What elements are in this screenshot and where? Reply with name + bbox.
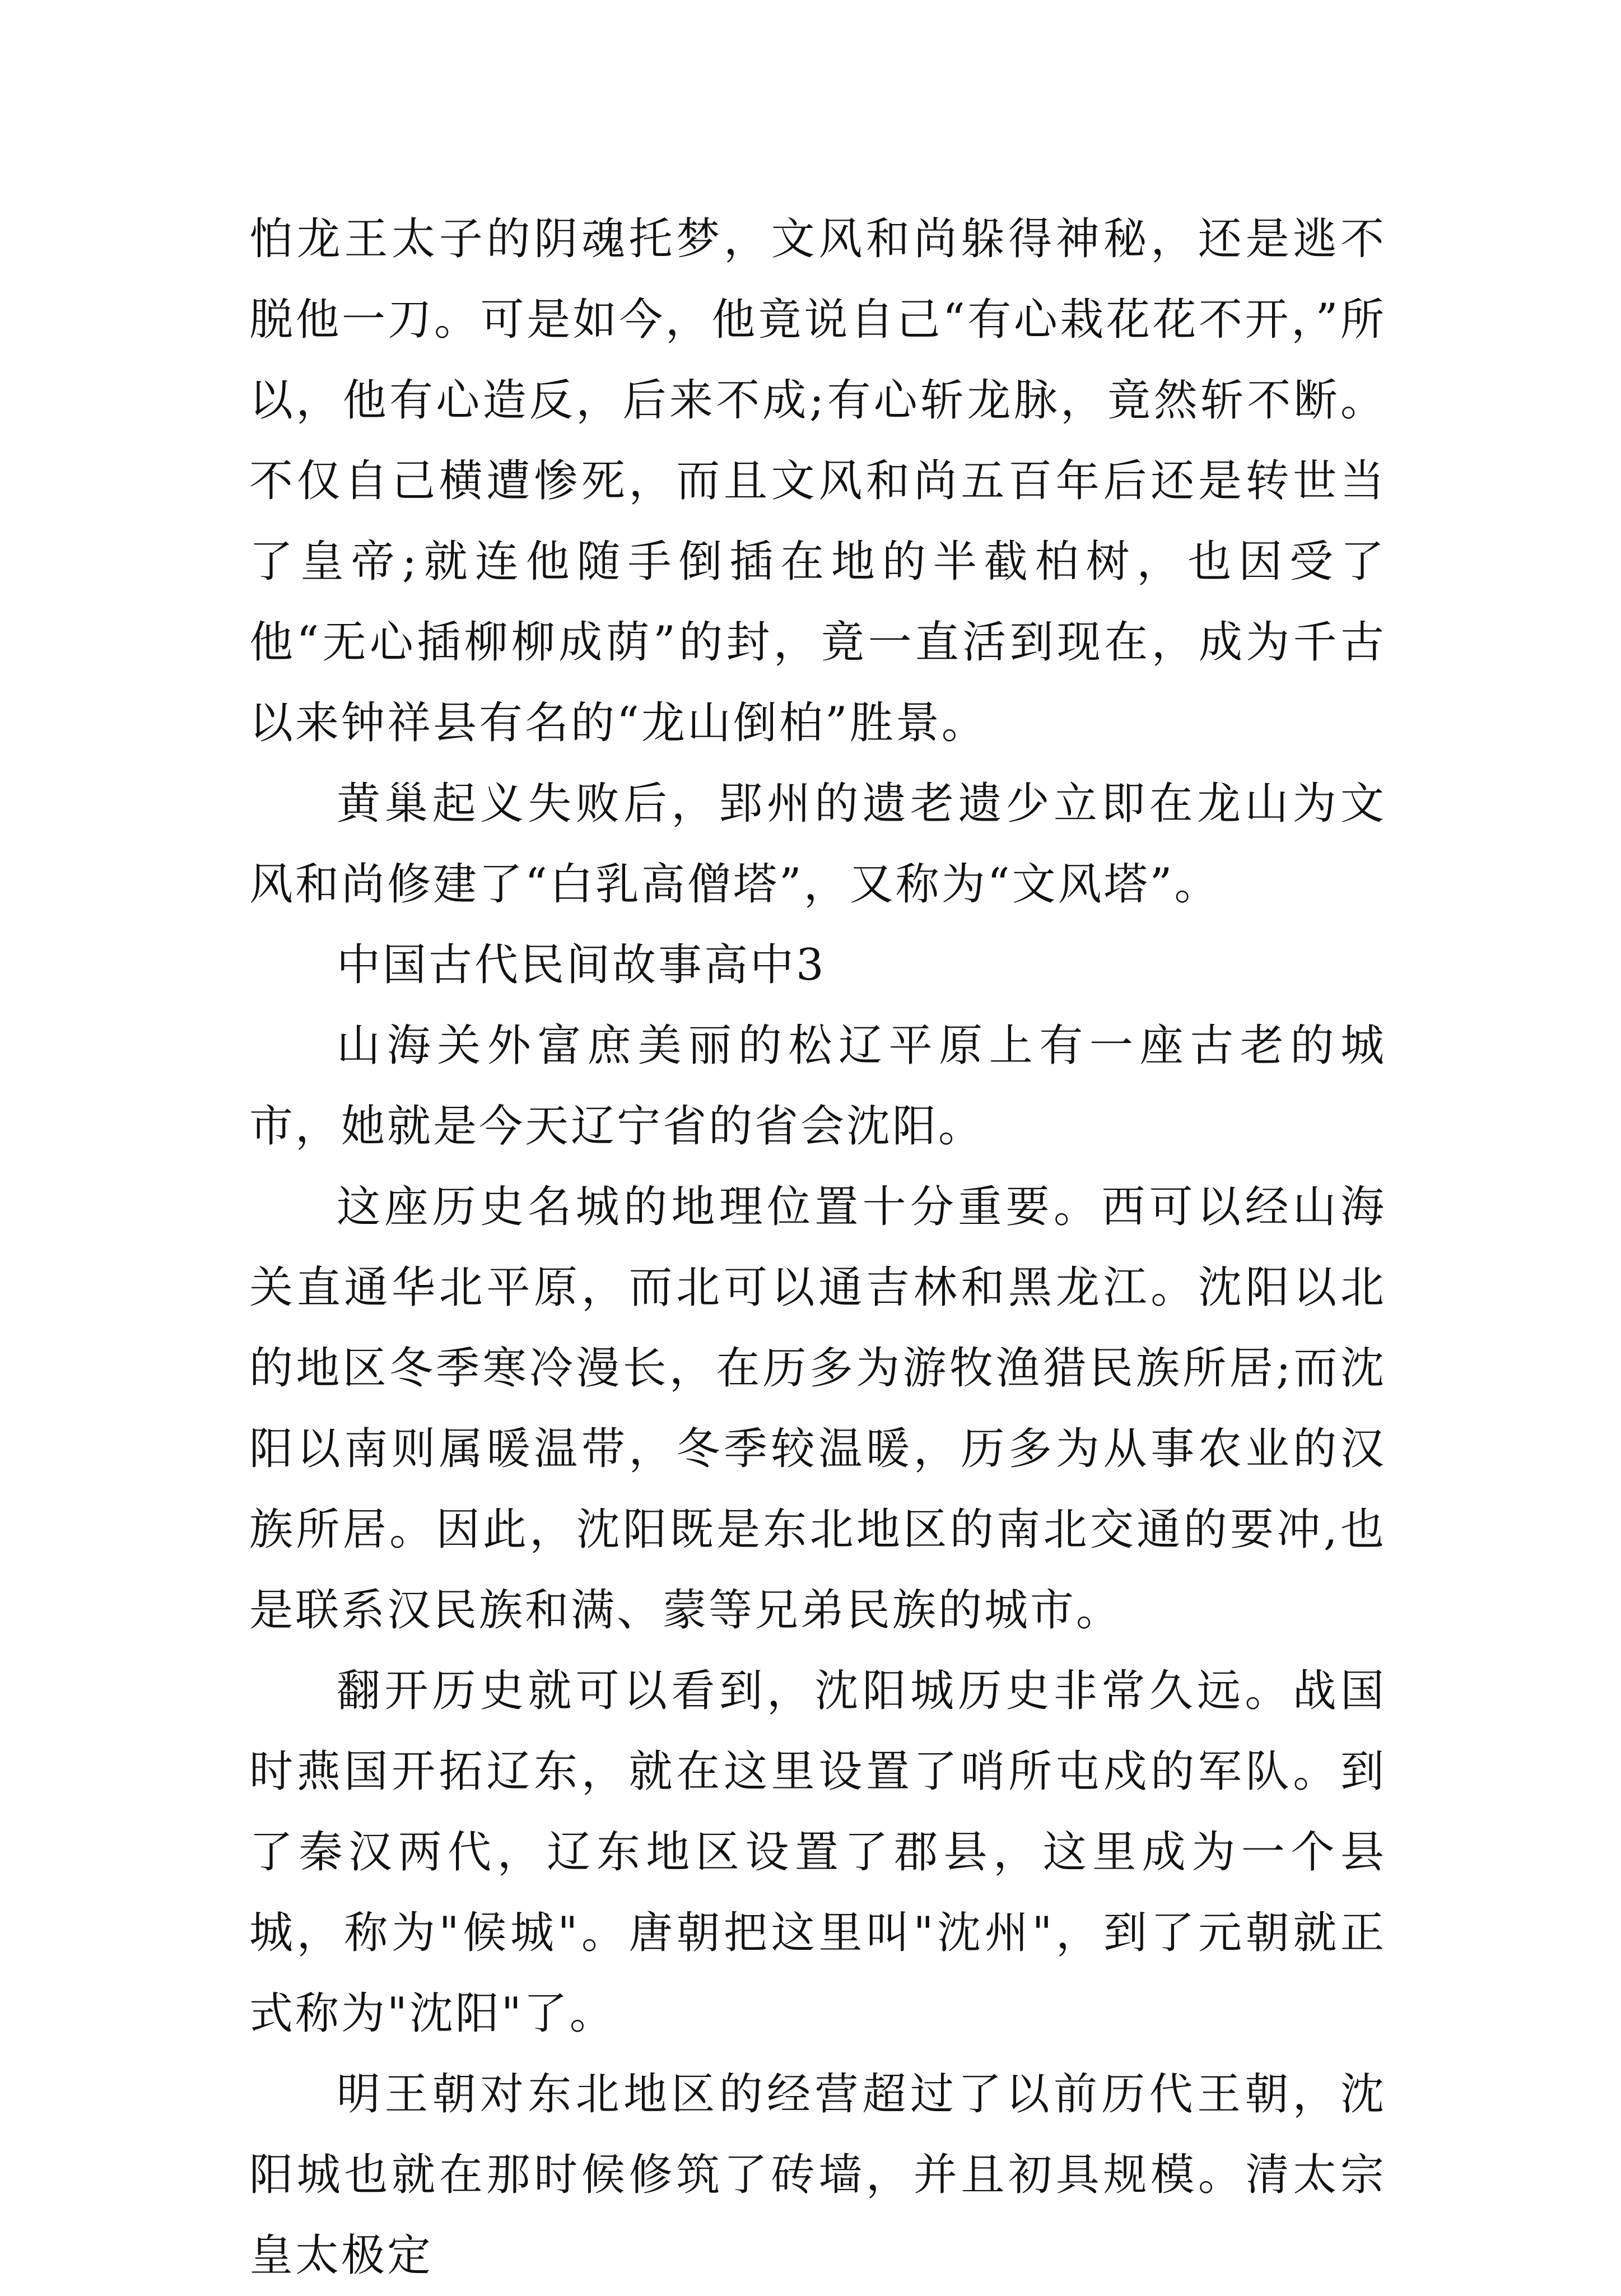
document-body [249,199,1386,2296]
paragraph-history: 翻开历史就可以看到，沈阳城历史非常久远。战国时燕国开拓辽东，就在这里设置了哨所屯戍的军队。到了秦汉两代，辽东地区设置了郡县，这里成为一个县城，称为"候城"。唐朝把这里叫"沈州"，到了元朝就正式称为"沈阳"了。 [249,1666,1386,2039]
paragraph-geography: 这座历史名城的地理位置十分重要。西可以经山海关直通华北平原，而北可以通吉林和黑龙江。沈阳以北的地区冬季寒冷漫长，在历多为游牧渔猎民族所居;而沈阳以南则属暖温带，冬季较温暖，历多为从事农业的汉族所居。因此，沈阳既是东北地区的南北交通的要冲,也是联系汉民族和满、蒙等兄弟民族的城市。 [249,1182,1386,1636]
section-heading: 中国古代民间故事高中3 [337,940,826,990]
paragraph-continuation: 怕龙王太子的阴魂托梦，文风和尚躲得神秘，还是逃不脱他一刀。可是如今，他竟说自己“有心栽花花不开，”所以，他有心造反，后来不成;有心斩龙脉，竟然斩不断。不仅自己横遭惨死，而且文风和尚五百年后还是转世当了皇帝;就连他随手倒插在地的半截柏树，也因受了他“无心插柳柳成荫”的封，竟一直活到现在，成为千古以来钟祥县有名的“龙山倒柏”胜景。 [249,214,1386,748]
paragraph-shenyang-intro: 山海关外富庶美丽的松辽平原上有一座古老的城市，她就是今天辽宁省的省会沈阳。 [249,1021,1386,1152]
paragraph-ming: 明王朝对东北地区的经营超过了以前历代王朝，沈阳城也就在那时候修筑了砖墙，并且初具规模。清太宗皇太极定 [249,2069,1386,2281]
paragraph-huangchao: 黄巢起义失败后，郢州的遗老遗少立即在龙山为文风和尚修建了“白乳高僧塔”，又称为“文风塔”。 [249,779,1386,910]
